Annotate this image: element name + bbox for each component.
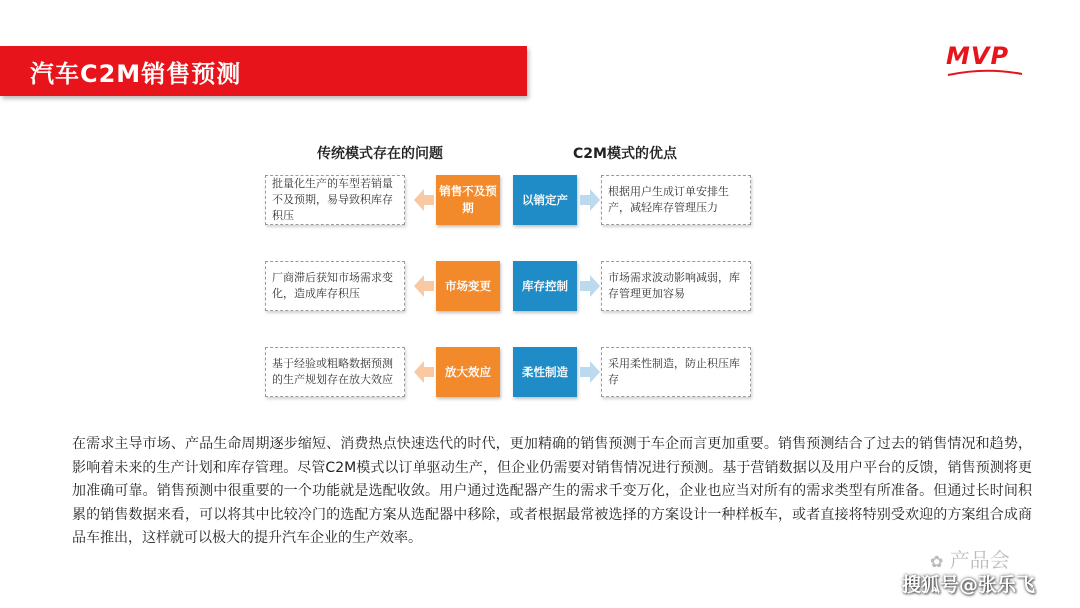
right-arrow-icon <box>580 189 600 211</box>
problem-description-1: 批量化生产的车型若销量不及预期，易导致积库存积压 <box>265 175 405 225</box>
wechat-watermark <box>930 544 1010 573</box>
title-banner <box>0 46 527 96</box>
advantage-description-3: 采用柔性制造，防止积压库存 <box>601 347 751 397</box>
logo-swoosh-icon <box>946 68 1024 78</box>
body-paragraph: 在需求主导市场、产品生命周期逐步缩短、消费热点快速迭代的时代，更加精确的销售预测于车企而言更加重要。销售预测结合了过去的销售情况和趋势，影响着未来的生产计划和库存管理。尽管C2M模式以订单驱动生产，但企业仍需要对销售情况进行预测。基于营销数据以及用户平台的反馈，销售预测将更加准确可靠。销售预测中很重要的一个功能就是选配收敛。用户通过选配器产生的需求千变万化，企业也应当对所有的需求类型有所准备。但通过长时间积累的销售数据来看，可以将其中比较冷门的选配方案从选配器中移除，或者根据最常被选择的方案设计一种样板车，或者直接将特别受欢迎的方案组合成商品车推出，这样就可以极大的提升汽车企业的生产效率。 <box>72 436 1032 547</box>
left-arrow-icon <box>414 275 434 297</box>
problem-tag-3: 放大效应 <box>436 347 500 397</box>
advantage-tag-2: 库存控制 <box>513 261 577 311</box>
wechat-icon: ✿ <box>930 552 944 571</box>
problem-description-2: 厂商滞后获知市场需求变化，造成库存积压 <box>265 261 405 311</box>
advantage-tag-1: 以销定产 <box>513 175 577 225</box>
advantages-header: C2M模式的优点 <box>573 146 677 162</box>
sohu-watermark: 搜狐号@张乐飞 <box>902 574 1036 596</box>
left-arrow-icon <box>414 361 434 383</box>
problem-tag-2: 市场变更 <box>436 261 500 311</box>
problems-header: 传统模式存在的问题 <box>317 146 443 162</box>
advantage-tag-3: 柔性制造 <box>513 347 577 397</box>
page-title: 汽车C2M销售预测 <box>30 60 242 88</box>
problem-description-3: 基于经验或粗略数据预测的生产规划存在放大效应 <box>265 347 405 397</box>
advantage-description-1: 根据用户生成订单安排生产，减轻库存管理压力 <box>601 175 751 225</box>
advantage-description-2: 市场需求波动影响减弱，库存管理更加容易 <box>601 261 751 311</box>
wechat-watermark-text: 产品会 <box>949 548 1010 572</box>
logo-text: MVP <box>946 42 1010 70</box>
right-arrow-icon <box>580 275 600 297</box>
mvp-logo <box>946 42 1024 82</box>
right-arrow-icon <box>580 361 600 383</box>
problem-tag-1: 销售不及预期 <box>436 175 500 225</box>
left-arrow-icon <box>414 189 434 211</box>
